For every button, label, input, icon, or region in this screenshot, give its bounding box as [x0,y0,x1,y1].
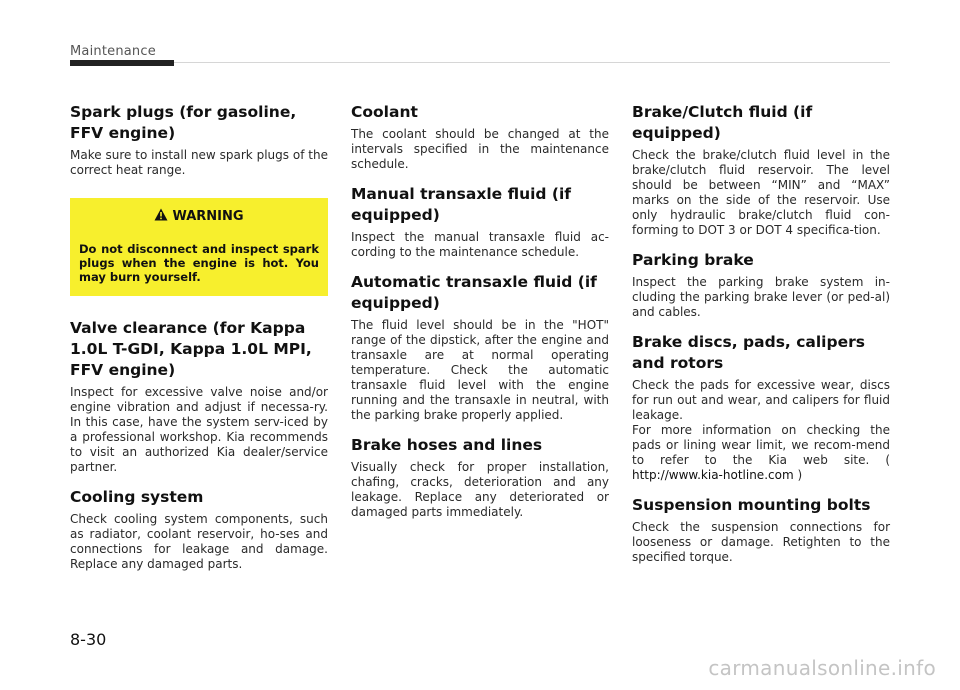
coolant-heading: Coolant [351,103,418,121]
spark-plugs-text: Make sure to install new spark plugs of the correct heat range. [70,148,328,177]
more-info-text: For more information on checking the pads or lining wear limit, we recom-mend to refer to the Kia web site. ( [632,423,890,467]
brake-hoses-heading: Brake hoses and lines [351,436,543,454]
section-header: Maintenance [70,44,156,59]
warning-header [79,208,319,226]
warning-text: Do not disconnect and inspect spark plugs when the engine is hot. You may burn yourself. [79,242,319,284]
suspension-bolts-heading: Suspension mounting bolts [632,496,871,514]
manual-transaxle-heading: Manual transaxle fluid (if equipped) [351,185,572,224]
warning-icon [154,208,168,226]
cooling-system-text: Check cooling system components, such as radiator, coolant reservoir, ho-ses and connections for leakage and damage. Replace any damaged parts. [70,512,328,571]
spark-plugs-heading: Spark plugs (for gasoline, FFV engine) [70,103,297,142]
header-bar [70,60,174,66]
header-rule [174,62,890,63]
automatic-transaxle-heading: Automatic transaxle fluid (if equipped) [351,273,597,312]
valve-clearance-heading: Valve clearance (for Kappa 1.0L T-GDI, Kappa 1.0L MPI, FFV engine) [70,319,312,379]
brake-discs-more-info [632,423,890,483]
more-info-close: ) [793,468,803,482]
brake-clutch-fluid-heading: Brake/Clutch fluid (if equipped) [632,103,813,142]
brake-hoses-text: Visually check for proper installation, chafing, cracks, deterioration and any leakage. Replace any deteriorated or damaged parts immediately. [351,460,609,519]
warning-box [70,198,328,296]
cooling-system-heading: Cooling system [70,488,204,506]
page-number: 8-30 [70,630,107,649]
column-2 [351,102,609,532]
parking-brake-heading: Parking brake [632,251,754,269]
parking-brake-text: Inspect the parking brake system in-cluding the parking brake lever (or ped-al) and cables. [632,275,890,319]
manual-transaxle-text: Inspect the manual transaxle fluid ac-cording to the maintenance schedule. [351,230,609,259]
suspension-bolts-text: Check the suspension connections for looseness or damage. Retighten to the specified torque. [632,520,890,564]
brake-discs-text: Check the pads for excessive wear, discs for run out and wear, and calipers for fluid leakage. [632,378,890,422]
column-1 [70,102,328,584]
automatic-transaxle-text: The fluid level should be in the "HOT" range of the dipstick, after the engine and transaxle are at normal operating temperature. Check the automatic transaxle fluid level with the engine running and the transaxle in neutral, with the parking brake properly applied. [351,318,609,422]
coolant-text: The coolant should be changed at the intervals specified in the maintenance schedule. [351,127,609,171]
watermark: carmanualsonline.info [708,656,936,680]
kia-hotline-link[interactable]: http://www.kia-hotline.com [632,468,794,482]
column-3 [632,102,890,577]
brake-discs-heading: Brake discs, pads, calipers and rotors [632,333,865,372]
warning-title: WARNING [172,209,244,224]
valve-clearance-text: Inspect for excessive valve noise and/or engine vibration and adjust if necessa-ry. In this case, have the system serv-iced by a professional workshop. Kia recommends to visit an authorized Kia dealer/service partner. [70,385,328,474]
brake-clutch-fluid-text: Check the brake/clutch fluid level in the brake/clutch fluid reservoir. The level should be between “MIN” and “MAX” marks on the side of the reservoir. Use only hydraulic brake/clutch fluid con-forming to DOT 3 or DOT 4 specifica-tion. [632,148,890,237]
